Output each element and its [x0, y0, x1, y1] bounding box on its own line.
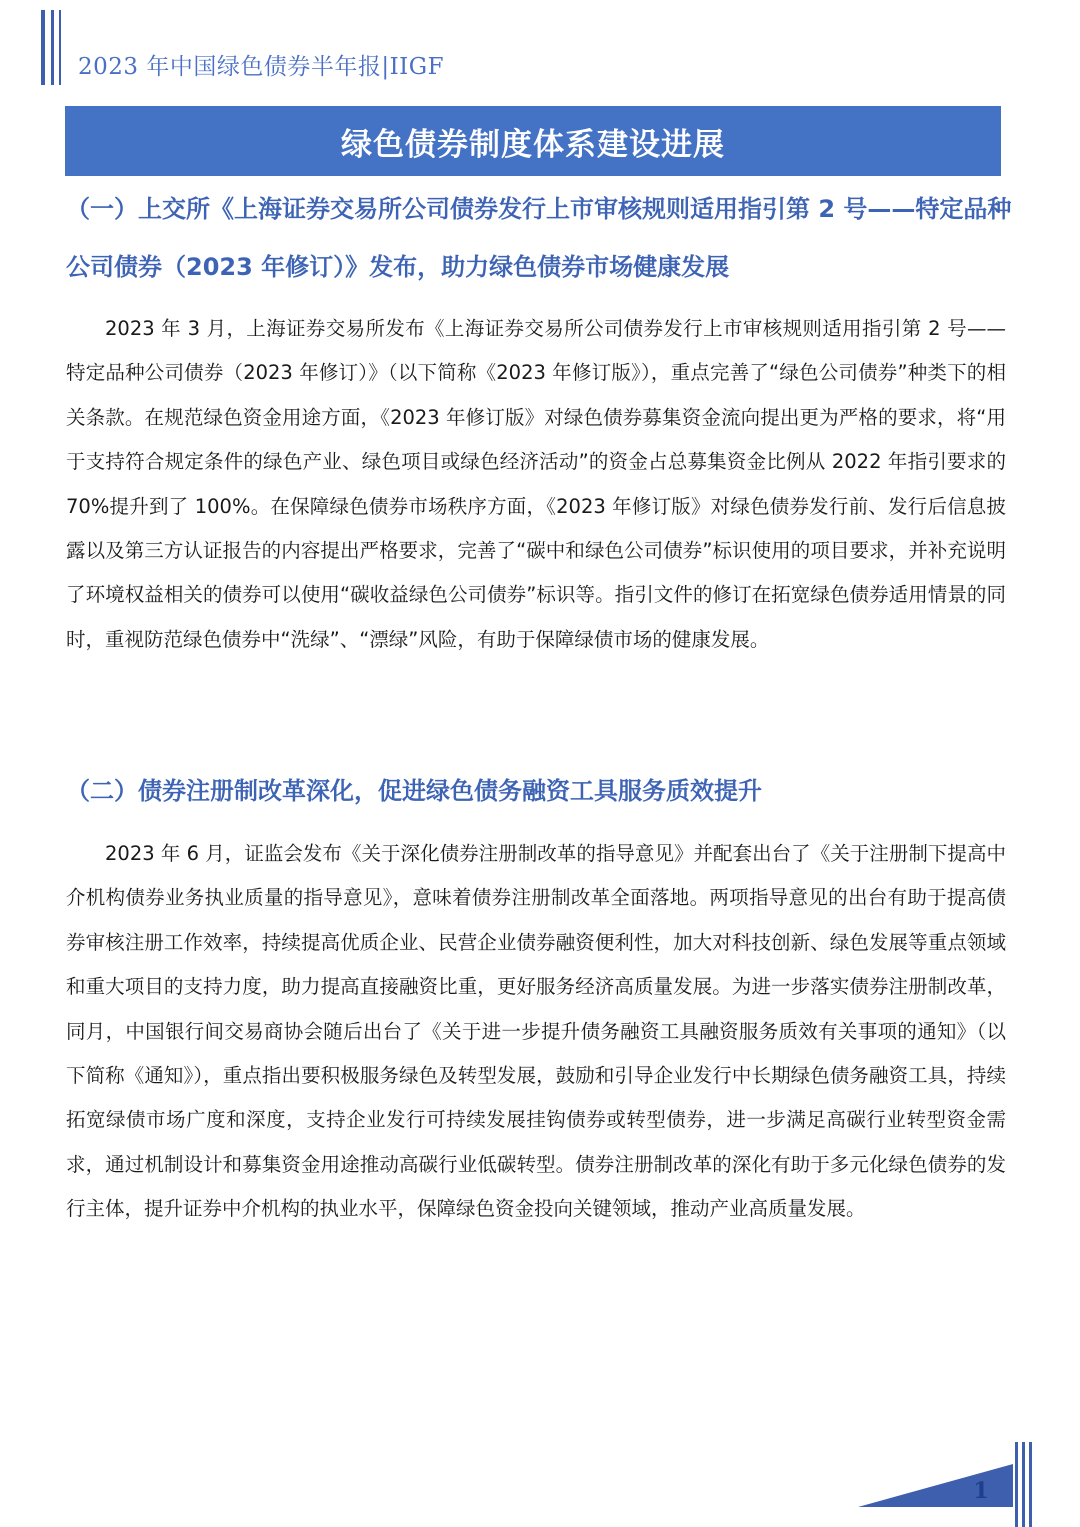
page-number: 1 — [973, 1478, 989, 1504]
section-1-heading: （一）上交所《上海证券交易所公司债券发行上市审核规则适用指引第 2 号——特定品种公司债券（2023 年修订）》发布，助力绿色债券市场健康发展 — [66, 195, 1012, 281]
report-header-title: 2023 年中国绿色债券半年报|IIGF — [78, 54, 445, 80]
footer-bar-3 — [1029, 1442, 1032, 1527]
footer-bar-2 — [1022, 1442, 1025, 1527]
footer-bar-1 — [1015, 1442, 1018, 1527]
header-bar-3 — [59, 10, 61, 85]
header-bar-2 — [51, 10, 54, 85]
section-2-body: 2023 年 6 月，证监会发布《关于深化债券注册制改革的指导意见》并配套出台了《关于注册制下提高中介机构债券业务执业质量的指导意见》，意味着债券注册制改革全面落地。两项指导意见的出台有助于提高债券审核注册工作效率，持续提高优质企业、民营企业债券融资便利性，加大对科技创新、绿色发展等重点领域和重大项目的支持力度，助力提高直接融资比重，更好服务经济高质量发展。为进一步落实债券注册制改革，同月，中国银行间交易商协会随后出台了《关于进一步提升债务融资工具融资服务质效有关事项的通知》（以下简称《通知》），重点指出要积极服务绿色及转型发展，鼓励和引导企业发行中长期绿色债务融资工具，持续拓宽绿债市场广度和深度，支持企业发行可持续发展挂钩债券或转型债券，进一步满足高碳行业转型资金需求，通过机制设计和募集资金用途推动高碳行业低碳转型。债券注册制改革的深化有助于多元化绿色债券的发行主体，提升证券中介机构的执业水平，保障绿色资金投向关键领域，推动产业高质量发展。 — [66, 842, 1006, 1221]
section-banner — [65, 106, 1001, 176]
banner-title: 绿色债券制度体系建设进展 — [341, 126, 725, 163]
section-2-heading: （二）债券注册制改革深化，促进绿色债务融资工具服务质效提升 — [66, 777, 762, 805]
section-1-body: 2023 年 3 月，上海证券交易所发布《上海证券交易所公司债券发行上市审核规则适用指引第 2 号——特定品种公司债券（2023 年修订）》（以下简称《2023 年修订版》），重点完善了“绿色公司债券”种类下的相关条款。在规范绿色资金用途方面，《2023 年修订版》对绿色债券募集资金流向提出更为严格的要求，将“用于支持符合规定条件的绿色产业、绿色项目或绿色经济活动”的资金占总募集资金比例从 2022 年指引要求的 70%提升到了 100%。在保障绿色债券市场秩序方面，《2023 年修订版》对绿色债券发行前、发行后信息披露以及第三方认证报告的内容提出严格要求，完善了“碳中和绿色公司债券”标识使用的项目要求，并补充说明了环境权益相关的债券可以使用“碳收益绿色公司债券”标识等。指引文件的修订在拓宽绿色债券适用情景的同时，重视防范绿色债券中“洗绿”、“漂绿”风险，有助于保障绿债市场的健康发展。 — [66, 317, 1006, 651]
header-bar-1 — [41, 10, 45, 85]
